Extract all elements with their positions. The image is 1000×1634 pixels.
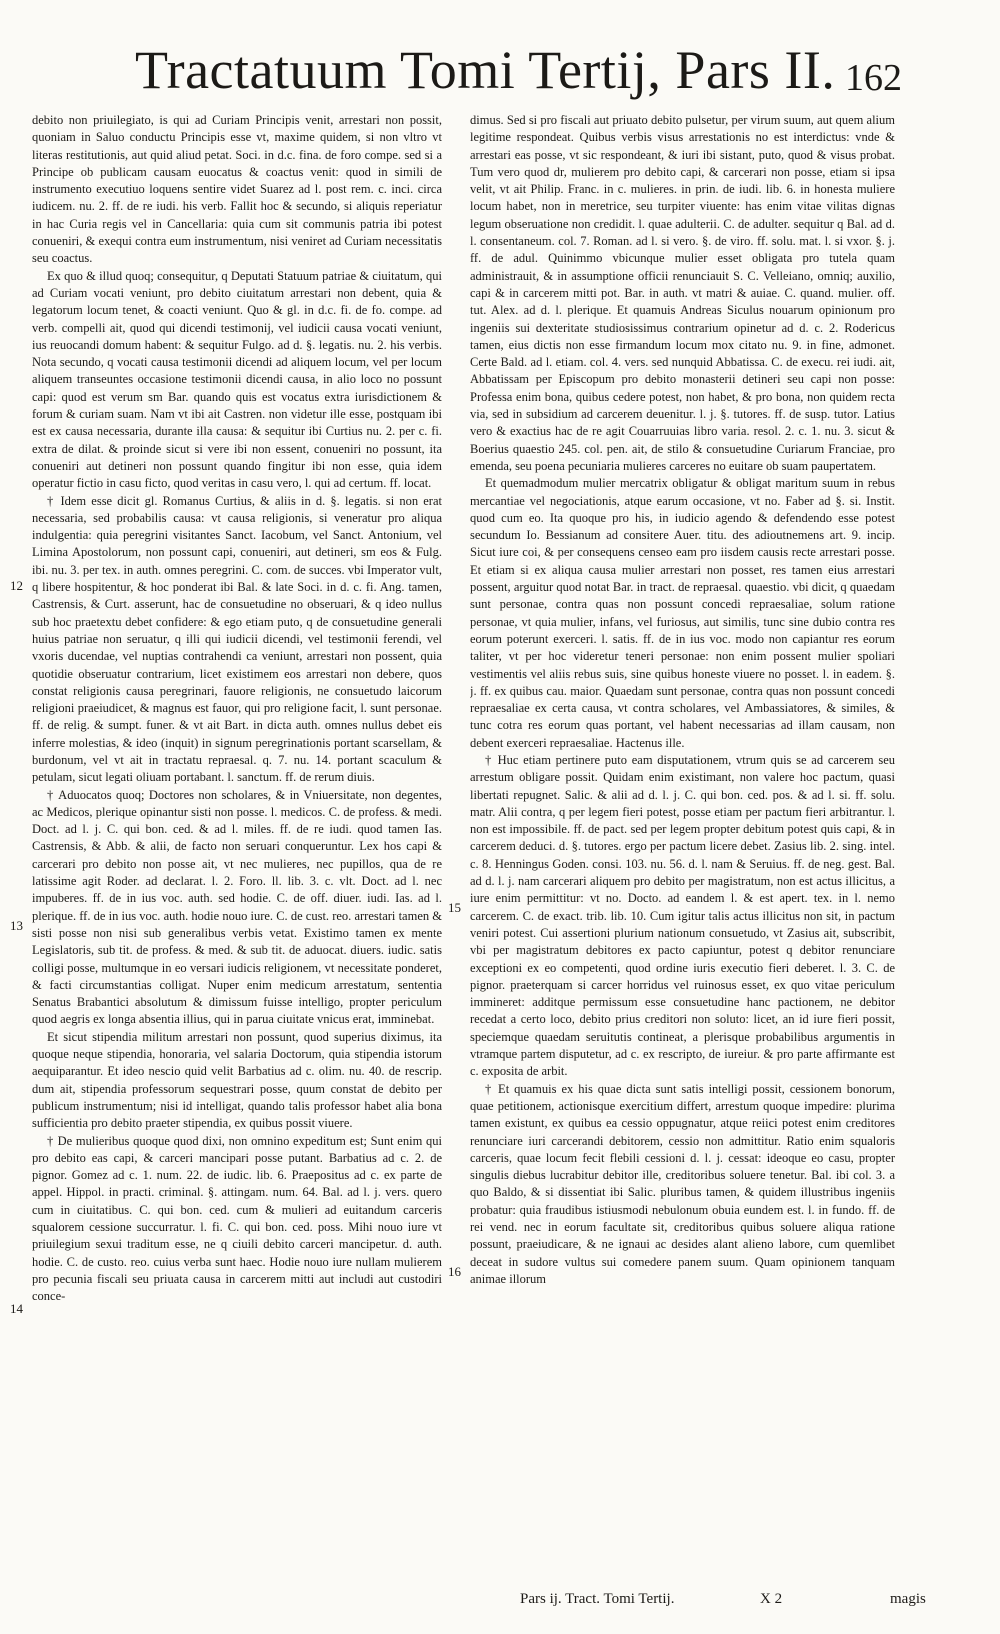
- left-column: [32, 112, 442, 1592]
- catchword: magis: [890, 1591, 926, 1607]
- running-footer: Pars ij. Tract. Tomi Tertij.: [520, 1591, 675, 1607]
- paragraph: † Huc etiam pertinere puto eam disputationem, vtrum quis se ad carcerem seu arrestum obligare possit. Quidam enim existimant, non valere hoc pactum, quasi libertati repugnet. Salic. & alii ad d. l. j. C. qui bon. ced. pos. & ad l. si. ff. solu. matr. Alii contra, q per legem fieri potest, posse etiam per pactum fieri arbitrantur. l. non est impossibile. ff. de pact. sed per legem propter debitum potest quis capi, & in carcerem deduci. d. §. tutores. ergo per pactum licere debet. Zasius lib. 2. sing. intel. c. 8. Henningus Goden. consi. 103. nu. 56. d. l. nam & Seruius. ff. de neg. gest. Bal. ad d. l. j. nam carcerari aliquem pro debito per magistratum, non est actus illicitus, a iure enim permittitur: vt no. Docto. ad eandem l. & est apert. tex. in l. nemo carcerem. C. de exact. trib. lib. 10. Cum igitur talis actus illicitus non sit, in pactum veniri potest. Cui assertioni plurium nationum consuetudo, vt Zasius ait, subscribit, vbi per magistratum debitores ex pacto capiuntur, potest q debitor renunciare exceptioni ex eo competenti, quod ordine iuris executio fieri deberet. l. 3. C. de pignor. praeterquam si carcer horridus vel ruinosus esset, ex quo vitae periculum immineret: additque permissum esse consuetudine hanc pactionem, ne debitor recedat a certo loco, debito prius creditori non soluto: licet, an id iure fieri possit, speciemque quaedam seruitutis contineat, a plerisque probabilibus argumentis in vtramque partem disputetur, ad c. ex rescripto, de iureiur. & pro parte affirmante est c. exposita de arbit.: [470, 752, 895, 1079]
- marginal-number: 16: [448, 1264, 461, 1279]
- signature-mark: X 2: [760, 1591, 783, 1607]
- paragraph: † Et quamuis ex his quae dicta sunt satis intelligi possit, cessionem bonorum, quae petitionem, actionisque exercitium differt, arrestum quoque impedire: plurima tamen existunt, ex quibus ea cessio oppugnatur, atque reiici potest enim creditores renunciare iuri carcerandi debitorem, cessio non admittitur. Ratio enim squaloris carceris, quae locum fecit flebili cessioni d. l. j. cessat: ideoque eo casu, propter singulis diebus lucrabitur debitor ille, creditoribus soluere tenetur. Bal. ibi col. 3. a quo Baldo, & si dissentiat ibi Salic. pluribus tamen, & quidem illustribus ingeniis probatur: quia fraudibus istiusmodi nebulonum obuia eundem est. l. in fundo. ff. de rei vend. nec in eorum facultate sit, creditoribus quibus soluere aliqua ratione possunt, praeiudicare, & ne ignaui ac desides alant alieno labore, cum quemlibet deceat in sudore vultus sui comedere panem suum. Quam opinionem tanquam animae illorum: [470, 1081, 895, 1286]
- marginal-number: 13: [10, 918, 23, 933]
- marginal-number: 15: [448, 900, 461, 915]
- paragraph: debito non priuilegiato, is qui ad Curiam Principis venit, arrestari non possit, quoniam in Saluo conductu Principis esse vt, maxime quidem, si non vltro vt literas restitutionis, aut quid aliud petat. Soci. in d.c. fina. de foro compe. sed si a Principe ob publicam causam euocatus & coactus venit: quod in simili de instrumento executiuo loquens sentire videt Suarez ad l. post rem. c. inci. circa iudicem. nu. 2. ff. de re iudi. his verb. Fallit hoc & secundo, si aliquis reperiatur in hac Curia regis vel in Cancellaria: quia cum sit communis patria ibi potest conueniri, & exequi contra eum instrumentum, nisi veniret ad Curiam necessitatis seu coactus.: [32, 113, 442, 266]
- page-title: Tractatuum Tomi Tertij, Pars II.: [135, 40, 836, 100]
- paragraph: Ex quo & illud quoq; consequitur, q Deputati Statuum patriae & ciuitatum, qui ad Curiam vocati veniunt, pro debito ciuitatum arrestari non debent, quia & legatorum locum tenet, & coacti veniunt. Quo & gl. in d.c. fi. de fo. compe. ad verb. compelli ait, quod qui dicendi testimonij, vel iudicii causa vocati veniunt, ius reuocandi domum habent: & sequitur Fulgo. ad d. §. legatis. nu. 2. his verbis. Nota secundo, q vocati causa testimonii dicendi ad aliquem locum, vel per locum aliquem transeuntes occasione testimonii dicendi causa, in alio loco no possunt capi: quod est verum sm Bar. quando quis est vocatus extra iurisdictionem & forum & curiam suam. Nam vt ibi ait Castren. non videtur ille esse, postquam ibi est ex causa necessaria, durante illa causa: & sequitur ibi Curtius nu. 2. per c. fi. extra de dilat. & proinde sicut si vere ibi non essent, conueniri no possunt, ita conueniri aut detineri non possunt quando fingitur ibi non esse, quia idem operatur fictio in casu ficto, quod veritas in casu vero, l. qui ad certum. ff. locat.: [32, 268, 442, 491]
- page-number: 162: [845, 57, 902, 99]
- paragraph: † Idem esse dicit gl. Romanus Curtius, & aliis in d. §. legatis. si non erat necessaria, sed probabilis causa: vt causa religionis, si veneratur pro aliqua indulgentia: quia peregrini visitantes Sanct. Iacobum, vel Sanct. Antonium, vel Limina Apostolorum, non possunt capi, conueniri, aut detineri, sm eos & Fulg. ibi. nu. 3. per tex. in auth. omnes peregrini. C. com. de succes. vbi Imperator vult, q libere hospitentur, & hoc ponderat ibi Bal. & late Soci. in d. c. fi. Ang. tamen, Castrensis, & Curt. asserunt, hac de consuetudine no obseruari, & q ideo nullus sub hoc praetextu debet confidere: & ego etiam puto, q de consuetudine generali huius patriae non seruatur, q illi qui iudicii dicendi, vel testimonii ferendi, vel vxoris ducendae, vel nuptias contrahendi ca veniunt, arrestari non possent, quia quotidie obseruatur contrarium, licet existimem eos arrestari non debere, quos constat religionis causa peregrinari, fauore religionis, ne consuetudo laicorum religioni praeiudicet, & magnus est fauor, qui pro religione facit, l. sunt personae. ff. de relig. & sumpt. funer. & vt ait Bart. in dicta auth. omnes nullus debet eis inferre molestias, & ideo (inquit) in signum peregrinationis portant scarsellam, & burdonum, vel vt ait in tractatu repraesal. q. 7. nu. 14. portant scaculum & petulam, sicut legati oliuam portabant. l. sanctum. ff. de rerum diuis.: [32, 493, 442, 785]
- marginal-number: 12: [10, 578, 23, 593]
- paragraph: † Aduocatos quoq; Doctores non scholares, & in Vniuersitate, non degentes, ac Medicos, plerique opinantur sisti non posse. l. medicos. C. de profess. & medi. Doct. ad l. j. C. qui bon. ced. & ad l. miles. ff. de re iudi. quod tamen Ias. Castrensis, & Abb. & alii, de facto non seruari conqueruntur. Lex hos capi & carcerari pro debito non posse ait, vt nec mulieres, nec pupillos, qua de re latissime agit Roder. ad declarat. l. 2. Foro. ll. lib. 3. c. vlt. Doct. ad l. nec impuberes. ff. de in ius voc. auth. sed hodie. C. de off. diuer. iudi. Ias. ad l. plerique. ff. de in ius voc. auth. hodie nouo iure. C. de cust. reo. arrestari tamen & sisti posse non nisi sub generalibus verbis vetat. Existimo tamen ex mente Legislatoris, sub tit. de profess. & med. & sub tit. de aduocat. diuers. iudic. satis colligi posse, multumque in eo versari iudicis religionem, vt necessitate ponderet, & facti circumstantias colligat. Nuper enim medicum arrestatum, sententia Senatus Brabantici absolutum & dimissum fuisse intelligo, propter periculum quod aegris ex longa absentia illius, qui in parua ciuitate vnicus erat, imminebat.: [32, 787, 442, 1027]
- paragraph: † De mulieribus quoque quod dixi, non omnino expeditum est; Sunt enim qui pro debito eas capi, & carceri mancipari posse putant. Barbatius ad c. 2. de pignor. Gomez ad c. 1. num. 22. de iudic. lib. 6. Praepositus ad c. ex parte de appel. Hippol. in practi. criminal. §. attingam. num. 64. Bal. ad l. j. vers. quero cum in ciuitatibus. C. qui bon. ced. cum & mulieri ad euitandum carceris squalorem cessione succurratur. l. fi. C. qui bon. ced. poss. Mihi nouo iure vt priuilegium sexui traditum esse, ne q ciuili debito carceri mancipetur. d. auth. hodie. C. de custo. reo. cuius verba sunt haec. Hodie nouo iure nullam mulierem pro pecunia fiscali seu priuata causa in carcerem mitti aut includi aut custodiri conce-: [32, 1133, 442, 1304]
- marginal-number: 14: [10, 1301, 23, 1316]
- paragraph: Et sicut stipendia militum arrestari non possunt, quod superius diximus, ita quoque neque stipendia, honoraria, vel salaria Doctorum, quia stipendia istorum aequiparantur. Et ideo nescio quid velit Barbatius ad c. olim. nu. 40. de rescrip. dum ait, stipendia professorum sequestrari posse, quum constat de debito per publicum instrumentum; nisi id intelligat, quando talis professor habet alia bona sufficientia pro debito praeter stipendia, ex quibus possit viuere.: [32, 1029, 442, 1131]
- paragraph: Et quemadmodum mulier mercatrix obligatur & obligat maritum suum in rebus mercantiae vel negociationis, atque earum occasione, vt no. Faber ad §. si. Instit. quod cum eo. Ita quoque pro his, in iudicio agendo & defendendo esse potest secundum Io. Bessianum ad consitere Auer. titu. des adioutnemens art. 9. incip. Sicut iure coi, & per consequens censeo eam pro iisdem causis recte arrestari posse. Et etiam si ex aliqua causa mulier arrestari non posset, res tamen eius arrestari possent, arguitur quod notat Bar. in tract. de repraesal. quaestio. vbi dicit, q quaedam sunt personae, contra quas non possunt concedi repraesaliae, solum ratione personae, vt quia mulier, infans, vel furiosus, aut similis, tunc sine dubio contra res eorum poterunt exerceri. l. satis. ff. de in ius voc. modo non capiantur res eorum taliter, vt per hoc videretur teneri personae: non enim possent mulier spoliari vestimentis vel aliis rebus suis, sine quibus honeste viuere no posset. l. in eadem. §. j. ff. ex quibus cau. maior. Quaedam sunt personae, contra quas non possunt concedi repraesaliae ex certa causa, vt contra scholares, vel Ambassiatores, & similes, & tunc cotra res eorum quas portant, vel habent necessarias ad illam causam, non debent exerceri repraesaliae. Hactenus ille.: [470, 476, 895, 750]
- right-column: [470, 112, 895, 1592]
- paragraph: dimus. Sed si pro fiscali aut priuato debito pulsetur, per virum suum, aut quem alium legitime respondeat. Quibus verbis visus arrestationis no est interdictus: vnde & arrestari eas posse, vt sic respondeant, & iuri ibi sistant, puto, quod & visus probat. Tum vero quod dr, mulierem pro debito capi, & carcerari non posse, etiam si ipsa velit, vt ait Philip. Franc. in c. mulieres. in prin. de iudi. lib. 6. in honesta muliere locum habet, non in meretrice, seu turpiter viuente: has enim vitae vilitas dignas legum obseruatione non credidit. l. quae adulterii. C. de adulter. sequitur q Bal. ad d. l. consentaneum. col. 7. Roman. ad l. si vero. §. de viro. ff. solu. mat. l. si vxor. §. j. ff. de adul. Quinimmo vbicunque mulier esset obligata pro tutela quam administrauit, & in assumptione officii renunciauit S. C. Velleiano, omniq; auxilio, capi & in carcerem mitti pot. Bar. in auth. vt matri & auiae. C. quand. mulier. off. tut. Alex. ad d. l. plerique. Et quamuis Andreas Siculus nouarum opinionum pro ingeniis sui dexteritate studiosissimus contrarium opinetur ad d. c. 2. Rodericus tamen, eius dictis non esse firmandum locum mox citato nu. 9. in fine, admonet. Certe Bald. ad l. etiam. col. 4. vers. sed nunquid Abbatissa. C. de execu. rei iudi. ait, Abbatissam per Episcopum pro debito monasterii detineri seu capi non posse: Professa enim bona, quibus cedere potest, non habet, & pro bona, non quidem recta via, sed in subsidium ad carcerem deuenitur. l. j. §. tutores. ff. de susp. tutor. Latius vero & exactius hac de re agit Couarruuias libro varia. resol. 2. c. 1. nu. 3. sicut & Boerius quaestio 245. col. pen. ait, de stilo & consuetudine Curiarum Franciae, pro emenda, seu poena pecuniaria mulieres carceres no euitare ob suam paupertatem.: [470, 113, 895, 473]
